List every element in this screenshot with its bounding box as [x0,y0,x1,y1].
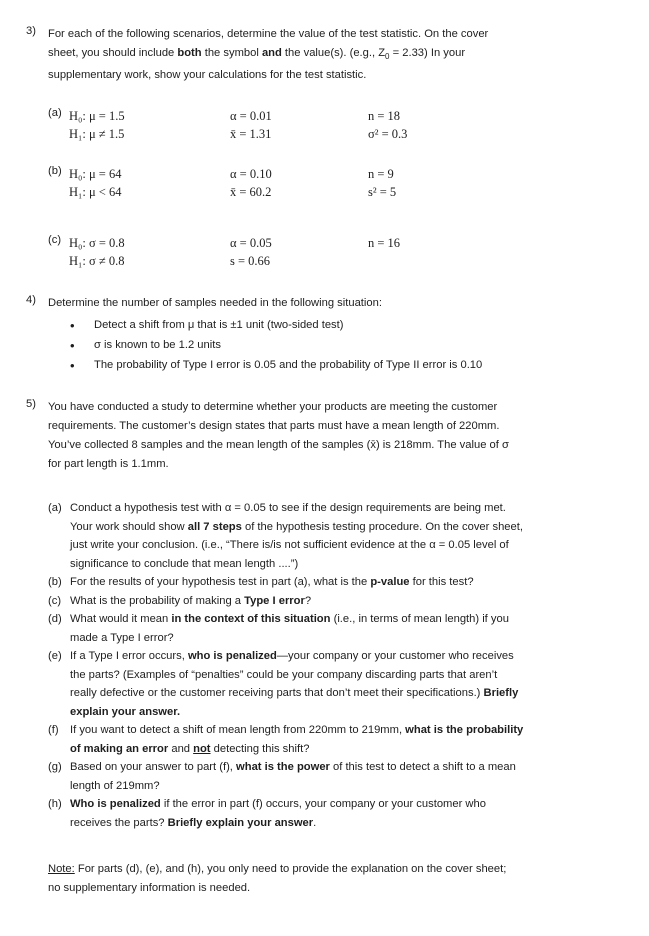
scenario-label: (a) [48,107,62,119]
parameters [230,165,272,201]
part-c: (c) What is the probability of making a Type I error? [48,594,312,607]
sample-size: n = 16 [368,236,401,250]
part-e: (e) If a Type I error occurs, who is penalized—your company or your customer who receives the parts? (Examples of “penalties” could be your company discarding parts that aren’t really defective or the customer receiving parts that don’t meet their specifications.) Briefly explain your answer. [48,650,519,718]
question-3-text [48,25,608,85]
hypotheses [69,107,125,143]
alpha-value: α = 0.05 [230,236,272,250]
question-5-parts [48,499,638,832]
sample-info [368,165,396,201]
note-label: Note: [48,863,75,875]
part-d: (d) What would it mean in the context of this situation (i.e., in terms of mean length) if you made a Type I error? [48,613,509,644]
part-b: (b) For the results of your hypothesis test in part (a), what is the p-value for this test? [48,576,474,588]
scenario-label: (b) [48,165,62,177]
question-4-intro: Determine the number of samples needed in the following situation: [48,297,382,309]
question-3-line-2: sheet, you should include both the symbol and the value(s). (e.g., $Z_0 = 2.33$) In your [48,47,466,62]
part-g: (g) Based on your answer to part (f), what is the power of this test to detect a shift to a mean length of 219mm? [48,761,516,792]
part-a: (a) Conduct a hypothesis test with α = 0.05 to see if the design requirements are being met. Your work should show all 7 steps of the hypothesis testing procedure. On the cover sheet, just write your conclusion. (i.e., “There is/is not sufficient evidence at the α = 0.05 level of significance to conclude that mean length ....”) [48,502,523,570]
bullet-icon: • [70,318,75,333]
alpha-value: α = 0.10 [230,167,272,181]
hypotheses [69,165,121,201]
bullet-icon: • [70,358,75,373]
alt-hypothesis: H₁: μ ≠ 1.5 [69,127,125,141]
variance: s² = 5 [368,185,397,199]
question-4-number: 4) [26,294,36,306]
alt-hypothesis: H₁: μ < 64 [69,185,122,199]
question-3-number: 3) [26,25,36,37]
alpha-value: α = 0.01 [230,109,272,123]
parameters [230,107,272,143]
list-item: • Detect a shift from μ that is ±1 unit (two-sided test) [70,318,344,333]
scenario-b [48,165,568,209]
alt-hypothesis: H₁: σ ≠ 0.8 [69,254,125,268]
parameters [230,234,272,270]
null-hypothesis: H₀: μ = 64 [69,167,122,181]
null-hypothesis: H₀: μ = 1.5 [69,109,125,123]
scenario-label: (c) [48,234,62,246]
sample-stat: x̄ = 1.31 [230,127,272,141]
question-3-line-3: supplementary work, show your calculations for the test statistic. [48,69,367,82]
list-item: • σ is known to be 1.2 units [70,338,221,353]
bullet-icon: • [70,338,75,353]
scenario-a [48,107,568,151]
sample-info [368,234,400,252]
sample-stat: x̄ = 60.2 [230,185,272,199]
part-h: (h) Who is penalized if the error in part (f) occurs, your company or your customer who receives the parts? Briefly explain your answer. [48,798,486,829]
question-5-intro: You have conducted a study to determine whether your products are meeting the customer requirements. The customer’s design states that parts must have a mean length of 220mm. You’ve collected 8 samples and the mean length of the samples (x̄) is 218mm. The value of σ for part length is 1.1mm. [48,401,509,470]
sample-size: n = 18 [368,109,401,123]
question-5-number: 5) [26,398,36,410]
note: Note: For parts (d), (e), and (h), you only need to provide the explanation on the cover sheet; no supplementary information is needed. [48,863,507,894]
variance: σ² = 0.3 [368,127,408,141]
question-4-bullets [70,316,610,376]
null-hypothesis: H₀: σ = 0.8 [69,236,125,250]
hypotheses [69,234,125,270]
list-item: • The probability of Type I error is 0.05 and the probability of Type II error is 0.10 [70,358,483,373]
sample-stat: s = 0.66 [230,254,271,268]
sample-size: n = 9 [368,167,394,181]
scenario-c [48,234,568,278]
sample-info [368,107,407,143]
part-f: (f) If you want to detect a shift of mean length from 220mm to 219mm, what is the probability of making an error and not detecting this shift? [48,724,524,755]
question-3-line-1: For each of the following scenarios, determine the value of the test statistic. On the cover [48,28,489,40]
